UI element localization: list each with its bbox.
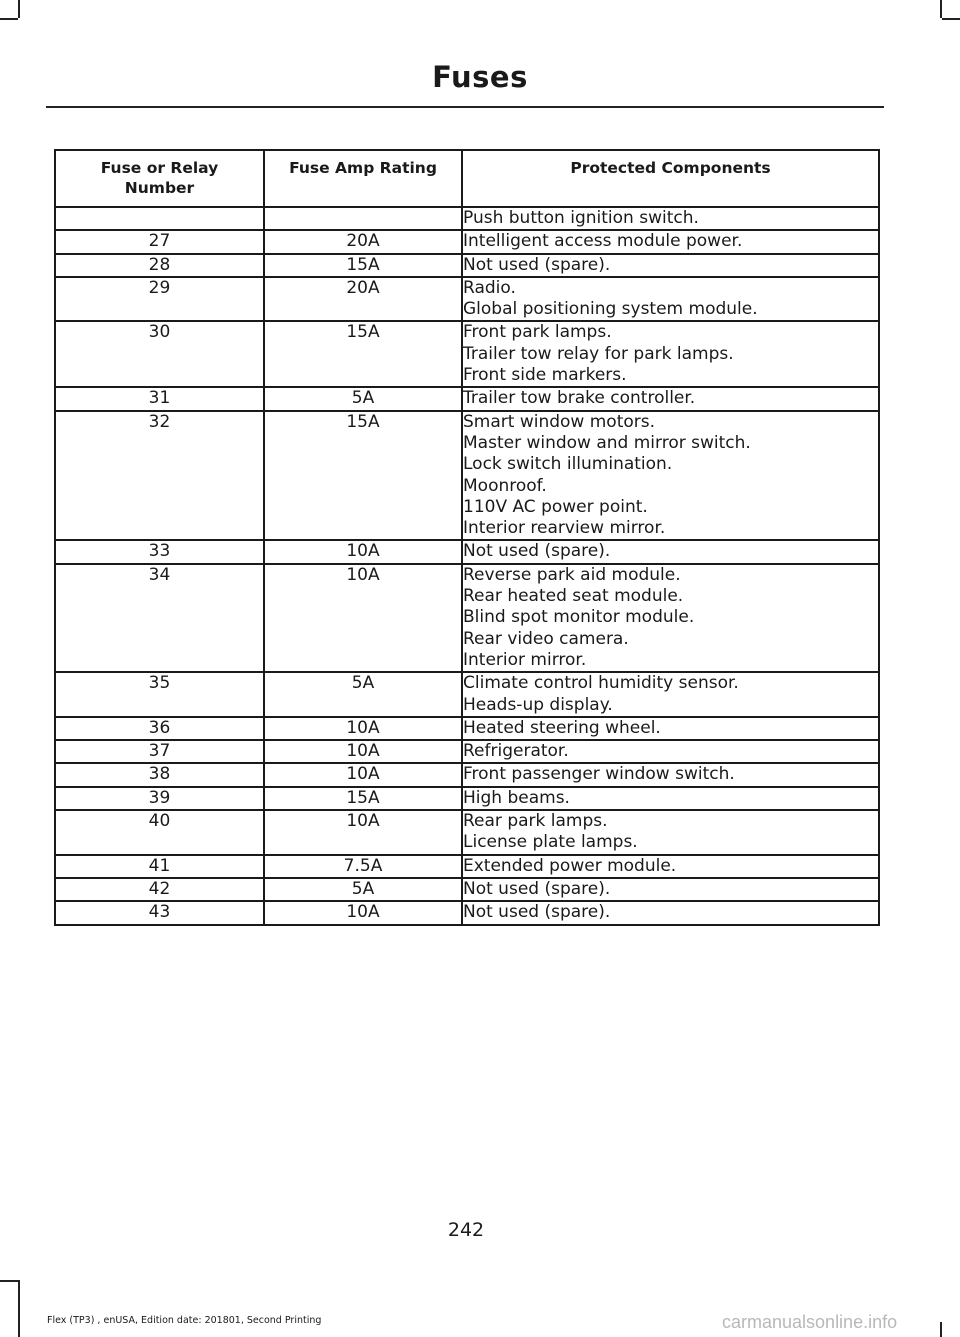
protected-components-cell (462, 763, 879, 786)
fuse-number-cell: 34 (55, 564, 264, 672)
component-line: Trailer tow brake controller. (463, 388, 696, 409)
component-line: Heated steering wheel. (463, 717, 661, 738)
component-line: Master window and mirror switch. (463, 432, 751, 453)
table-row (55, 387, 879, 410)
fuse-amp-cell: 10A (264, 564, 462, 672)
protected-components-cell (462, 564, 879, 672)
protected-components-cell (462, 672, 879, 717)
fuse-table (54, 149, 880, 926)
component-line: Refrigerator. (463, 741, 569, 762)
fuse-amp-cell: 15A (264, 411, 462, 541)
component-line: Front passenger window switch. (463, 764, 735, 785)
protected-components-cell (462, 321, 879, 387)
fuse-amp-cell: 20A (264, 230, 462, 253)
component-line: Rear heated seat module. (463, 586, 684, 607)
fuse-number-cell: 35 (55, 672, 264, 717)
crop-mark-top-right-vertical (940, 0, 942, 18)
fuse-number-cell: 40 (55, 810, 264, 855)
fuse-amp-cell: 7.5A (264, 855, 462, 878)
table-row (55, 787, 879, 810)
fuse-number-cell: 43 (55, 901, 264, 924)
protected-components-cell (462, 717, 879, 740)
protected-components-cell (462, 878, 879, 901)
component-line: Reverse park aid module. (463, 564, 681, 585)
component-line: Moonroof. (463, 475, 547, 496)
component-line: Rear video camera. (463, 628, 629, 649)
column-header-number-line1: Fuse or Relay (100, 159, 219, 177)
component-line: Front park lamps. (463, 322, 612, 343)
fuse-number-cell: 37 (55, 740, 264, 763)
fuse-amp-cell: 5A (264, 387, 462, 410)
fuse-amp-cell (264, 207, 462, 230)
fuse-number-cell: 41 (55, 855, 264, 878)
table-row (55, 810, 879, 855)
protected-components-cell (462, 855, 879, 878)
fuse-amp-cell: 15A (264, 254, 462, 277)
table-row (55, 277, 879, 322)
component-line: High beams. (463, 787, 570, 808)
table-header-row (55, 150, 879, 207)
component-line: Extended power module. (463, 855, 677, 876)
table-row (55, 878, 879, 901)
component-line: Interior rearview mirror. (463, 518, 666, 539)
fuse-number-cell: 27 (55, 230, 264, 253)
component-line: Not used (spare). (463, 254, 611, 275)
component-line: Blind spot monitor module. (463, 607, 695, 628)
protected-components-cell (462, 254, 879, 277)
component-line: License plate lamps. (463, 832, 638, 853)
fuse-number-cell: 32 (55, 411, 264, 541)
protected-components-cell (462, 787, 879, 810)
column-header-number-line2: Number (124, 179, 195, 197)
column-header-amp: Fuse Amp Rating (264, 150, 462, 207)
page-title: Fuses (432, 60, 528, 94)
table-row (55, 321, 879, 387)
fuse-number-cell: 38 (55, 763, 264, 786)
component-line: Not used (spare). (463, 541, 611, 562)
protected-components-cell (462, 540, 879, 563)
fuse-amp-cell: 15A (264, 321, 462, 387)
component-line: Climate control humidity sensor. (463, 673, 739, 694)
fuse-amp-cell: 10A (264, 717, 462, 740)
fuse-number-cell: 31 (55, 387, 264, 410)
table-row (55, 254, 879, 277)
fuse-amp-cell: 10A (264, 763, 462, 786)
component-line: Interior mirror. (463, 649, 587, 670)
column-header-components: Protected Components (462, 150, 879, 207)
fuse-amp-cell: 5A (264, 672, 462, 717)
crop-mark-top-left-vertical (18, 0, 20, 18)
component-line: Not used (spare). (463, 878, 611, 899)
table-row (55, 540, 879, 563)
component-line: Front side markers. (463, 365, 627, 386)
component-line: Push button ignition switch. (463, 208, 699, 228)
component-line: Rear park lamps. (463, 811, 608, 832)
table-row (55, 564, 879, 672)
fuse-number-cell: 28 (55, 254, 264, 277)
table-row (55, 672, 879, 717)
table-row (55, 411, 879, 541)
component-line: 110V AC power point. (463, 496, 648, 517)
table-row (55, 740, 879, 763)
table-row (55, 763, 879, 786)
protected-components-cell (462, 387, 879, 410)
crop-mark-top-left-horizontal (0, 18, 18, 20)
protected-components-cell (462, 277, 879, 322)
table-row (55, 717, 879, 740)
crop-mark-bottom-left-vertical (18, 1280, 20, 1337)
fuse-number-cell (55, 207, 264, 230)
table-row (55, 901, 879, 924)
protected-components-cell (462, 740, 879, 763)
fuse-amp-cell: 20A (264, 277, 462, 322)
protected-components-cell (462, 901, 879, 924)
crop-mark-bottom-left-horizontal (0, 1280, 18, 1282)
component-line: Trailer tow relay for park lamps. (463, 343, 734, 364)
table-row (55, 207, 879, 230)
table-row (55, 230, 879, 253)
edition-footer: Flex (TP3) , enUSA, Edition date: 201801, Second Printing (47, 1315, 322, 1326)
protected-components-cell (462, 411, 879, 541)
component-line: Global positioning system module. (463, 299, 758, 320)
fuse-number-cell: 29 (55, 277, 264, 322)
fuse-number-cell: 36 (55, 717, 264, 740)
protected-components-cell (462, 810, 879, 855)
component-line: Intelligent access module power. (463, 231, 743, 252)
component-line: Radio. (463, 277, 516, 298)
component-line: Lock switch illumination. (463, 454, 673, 475)
fuse-amp-cell: 10A (264, 810, 462, 855)
component-line: Smart window motors. (463, 411, 656, 432)
crop-mark-top-right-horizontal (942, 18, 960, 20)
watermark: carmanualsonline.info (722, 1312, 898, 1332)
fuse-number-cell: 33 (55, 540, 264, 563)
column-header-number (55, 150, 264, 207)
fuse-amp-cell: 10A (264, 901, 462, 924)
component-line: Heads-up display. (463, 694, 613, 715)
fuse-number-cell: 42 (55, 878, 264, 901)
protected-components-cell (462, 230, 879, 253)
fuse-amp-cell: 5A (264, 878, 462, 901)
fuse-number-cell: 39 (55, 787, 264, 810)
component-line: Not used (spare). (463, 902, 611, 923)
fuse-amp-cell: 10A (264, 740, 462, 763)
fuse-amp-cell: 10A (264, 540, 462, 563)
title-divider (46, 106, 884, 108)
fuse-table-body (55, 207, 879, 925)
page-number: 242 (447, 1219, 485, 1241)
fuse-amp-cell: 15A (264, 787, 462, 810)
crop-mark-bottom-right-vertical (940, 1322, 942, 1337)
protected-components-cell (462, 207, 879, 230)
fuse-number-cell: 30 (55, 321, 264, 387)
table-row (55, 855, 879, 878)
